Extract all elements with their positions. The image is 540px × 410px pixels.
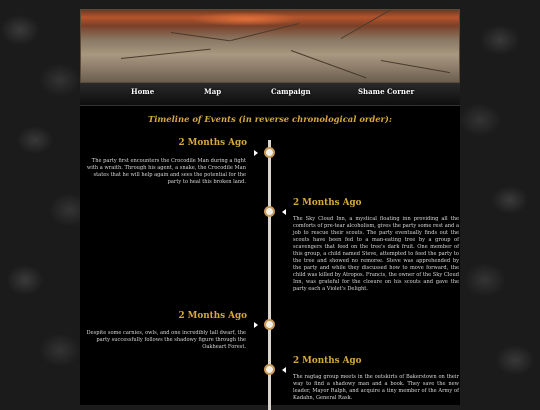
pointer-arrow-icon [282,209,286,215]
nav-home-link[interactable]: Home [131,87,155,96]
event-description: The ragtag group meets in the outskirts of Bakerstown on their way to find a shadowy man and a book. They save the new leader, Mayor Ralph, and acquire a tiny member of the Army of Kadahn, General Rask. [293,374,459,401]
pointer-arrow-icon [282,367,286,373]
nav-campaign-link[interactable]: Campaign [271,87,311,96]
event-date: 2 Months Ago [293,356,362,366]
page-wrapper [80,9,460,405]
header-banner-image [80,9,460,83]
timeline-node [264,206,275,217]
pointer-arrow-icon [254,150,258,156]
timeline-node [264,364,275,375]
timeline-heading: Timeline of Events (in reverse chronological order): [148,114,392,124]
event-description: The party first encounters the Crocodile Man during a fight with a wraith. Through his agent, a snake, the Crocodile Man states that he will help again and sees the potential for the party to heal this broken land. [86,158,246,185]
timeline-section [80,106,460,405]
event-description: The Sky Cloud Inn, a mystical floating inn providing all the comforts of pre-tear alcoholism, gives the party some rest and a job to rescue their scouts. The party eventually finds out the scouts have been fed to a man-eating tree by a group of scavengers that feed on the tree's dark fruit. One member of this group, a child named Steve, attempted to feed the party to the tree and showed no remorse. Steve was apprehended by the party and while they discussed how to move forward, the child was killed by Atropos. Francis, the owner of the Sky Cloud Inn, was grateful for the closure on his scouts and gave the party each a Violet's Delight. [293,216,459,292]
event-description: Despite some carnies, owls, and one incredibly tall dwarf, the party successfully follows the shadowy figure through the Oakheart Forest. [86,330,246,350]
debris-line [291,50,367,78]
debris-line [341,9,393,39]
debris-line [121,49,211,59]
timeline-node [264,147,275,158]
main-nav [80,83,460,106]
nav-shame-corner-link[interactable]: Shame Corner [358,87,415,96]
debris-line [381,60,450,73]
event-date: 2 Months Ago [178,138,247,148]
event-date: 2 Months Ago [178,311,247,321]
event-date: 2 Months Ago [293,198,362,208]
sunset-glow [191,12,301,26]
timeline-node [264,319,275,330]
pointer-arrow-icon [254,322,258,328]
debris-line [171,32,231,41]
nav-map-link[interactable]: Map [204,87,222,96]
